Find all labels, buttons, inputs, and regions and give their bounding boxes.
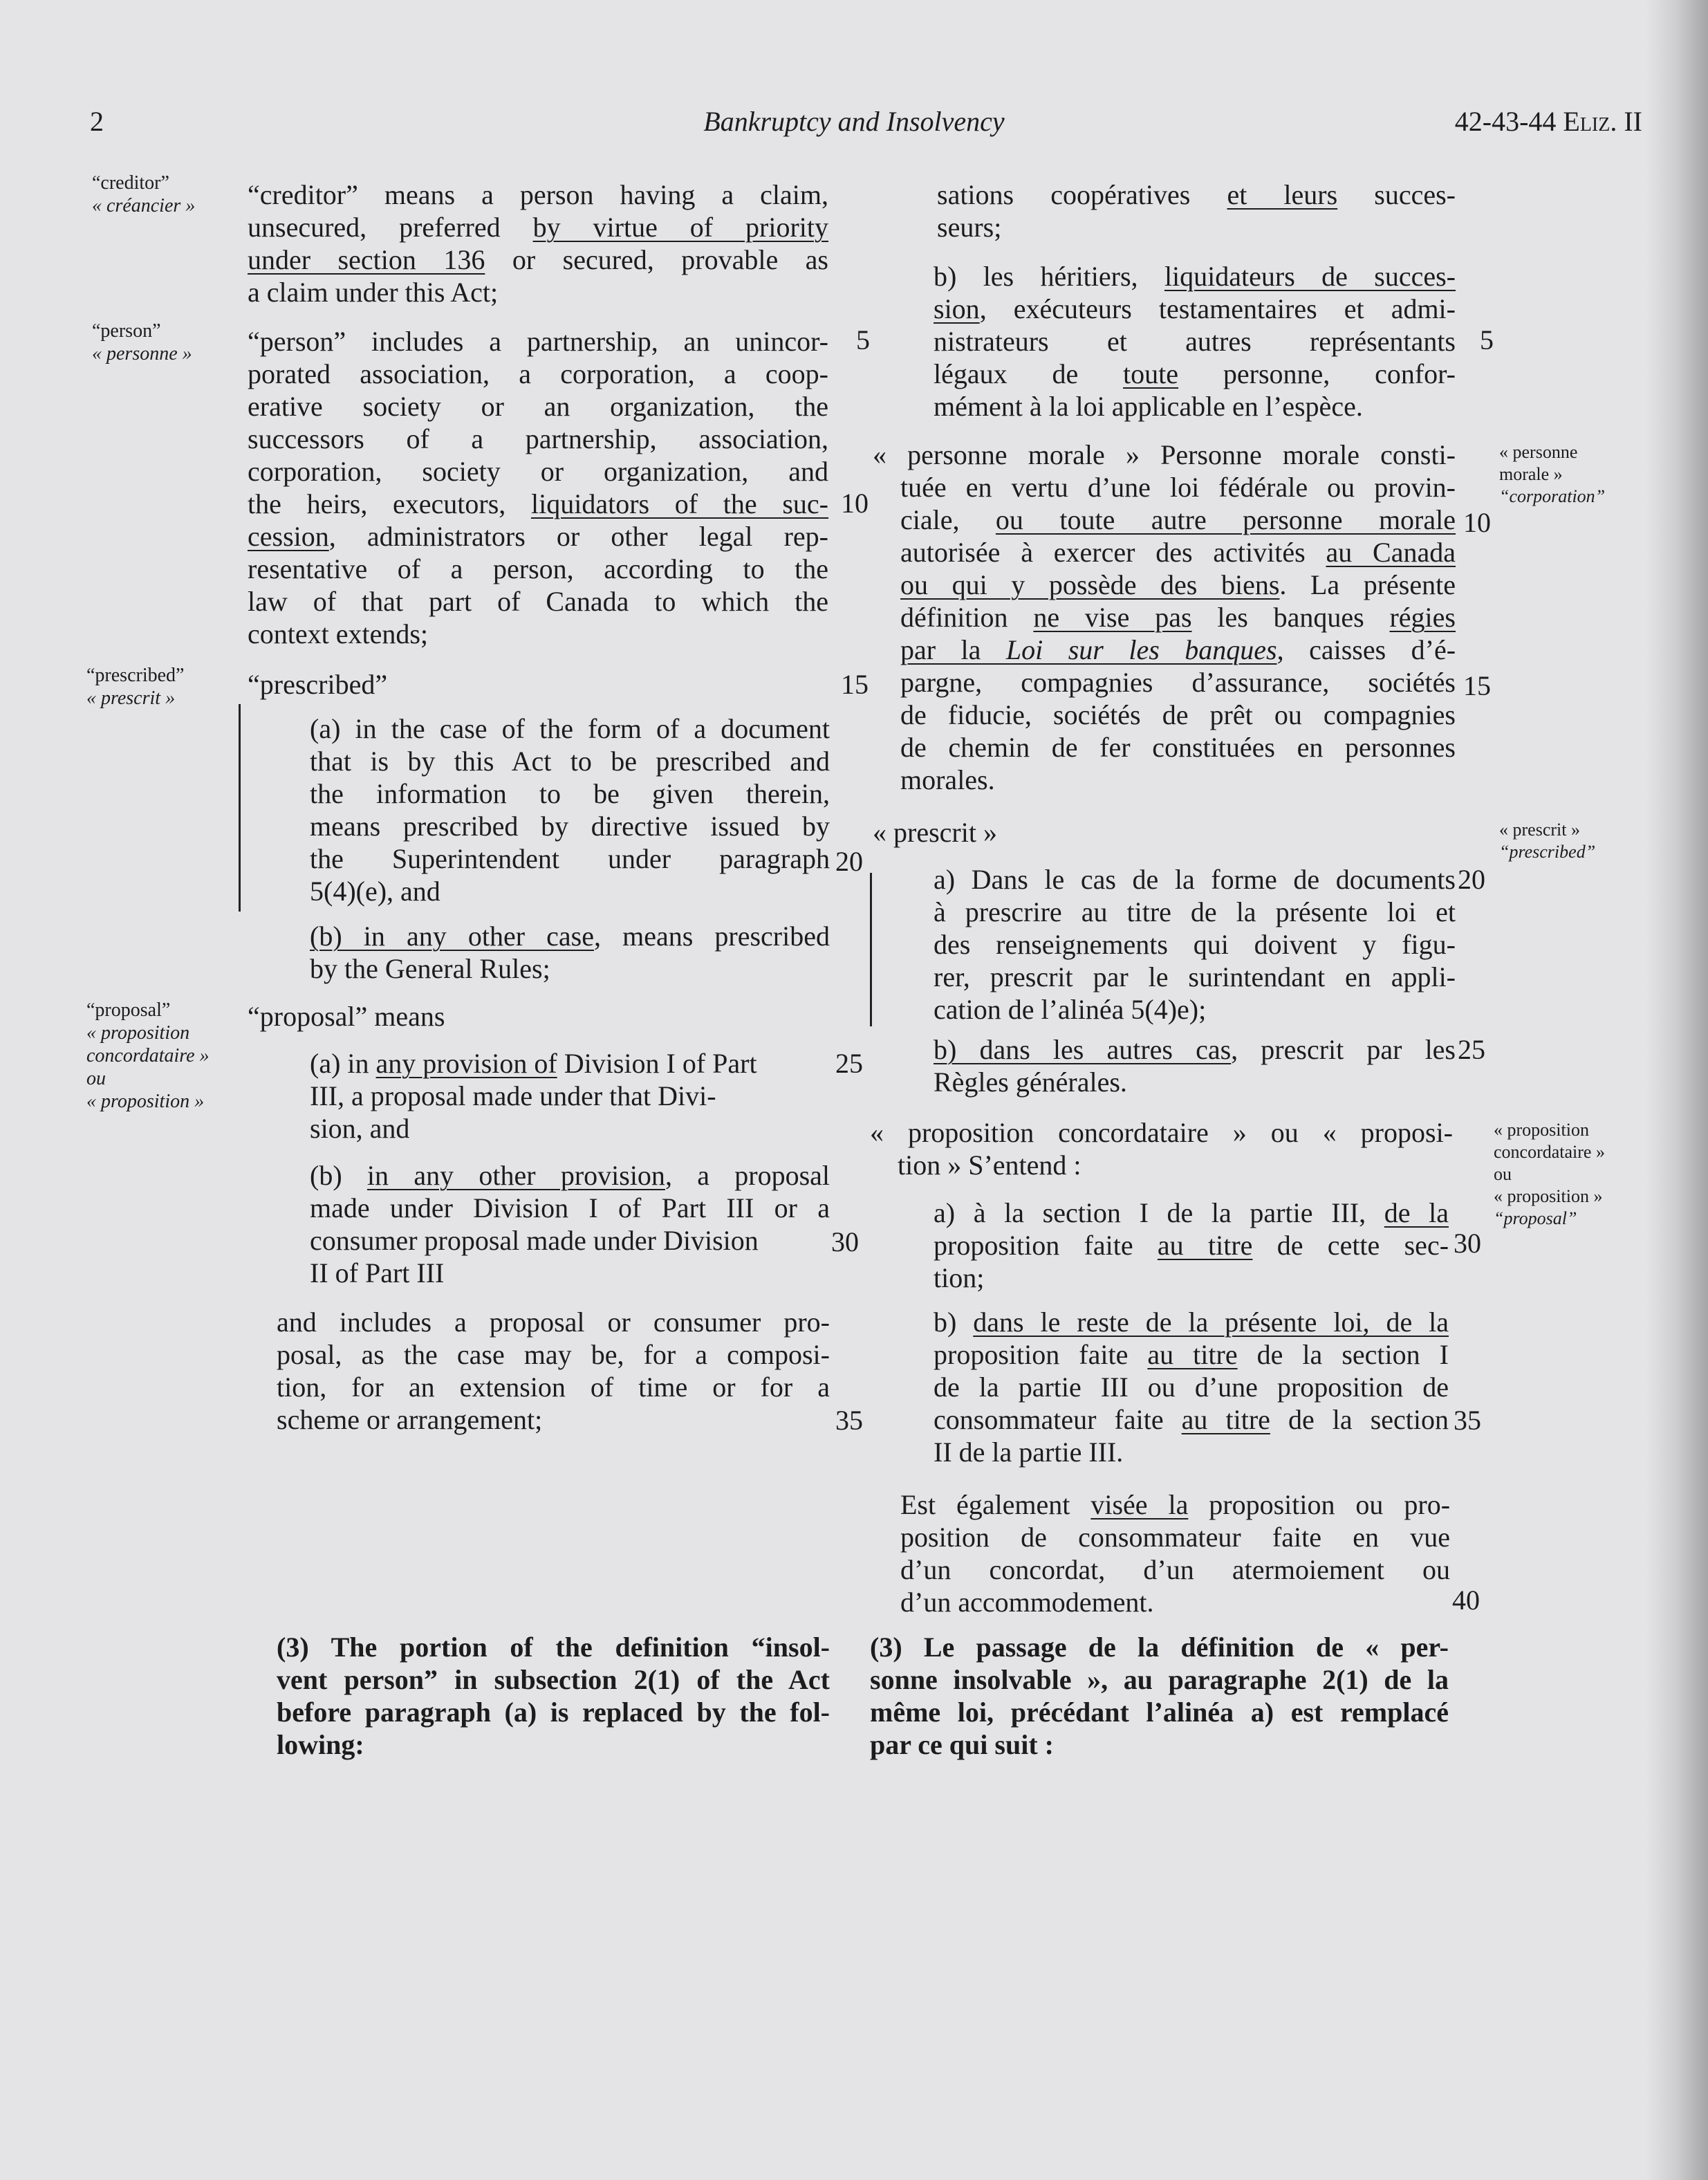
amendment-instruction-en: (3) The portion of the definition “insol- vent person” in subsection 2(1) of the Act before paragraph (a) is replaced by the fol- lowing:	[277, 1632, 830, 1760]
definition-proposal-a: (a) in any provision of Division I of Part III, a proposal made under that Divi- sion, and	[310, 1048, 757, 1144]
definition-creditor: “creditor” means a person having a claim, unsecured, preferred by virtue of priority under section 136 or secured, provable as a claim under this Act;	[248, 179, 829, 308]
definition-prescribed-b: (b) in any other case, means prescribed by the General Rules;	[310, 921, 830, 984]
margin-note-person: “person” « personne »	[92, 320, 192, 364]
margin-note-creditor: “creditor” « créancier »	[92, 172, 196, 216]
line-number: 5	[1480, 324, 1494, 355]
line-number: 15	[841, 669, 869, 700]
margin-note-proposal: “proposal” « proposition concordataire » ou « proposition »	[86, 999, 210, 1112]
line-number: 10	[841, 488, 869, 519]
line-number: 25	[835, 1048, 863, 1079]
margin-note-prescribed: “prescribed” « prescrit »	[86, 665, 185, 709]
line-number: 20	[1458, 864, 1485, 895]
amendment-instruction-fr: (3) Le passage de la définition de « per- sonne insolvable », au paragraphe 2(1) de la même loi, précédant l’alinéa a) est remplacé par ce qui suit :	[870, 1632, 1449, 1760]
definition-proposition-a: a) à la section I de la partie III, de la proposition faite au titre de cette sec- tion;	[934, 1197, 1449, 1293]
definition-person: “person” includes a partnership, an unincor- porated association, a corporation, a coop- erative society or an organization, the successors of a partnership, association, corporation, society or organization, and the heirs, executors, liquidators of the suc- cession, administrators or other legal rep- resentative of a person, according to the law of that part of Canada to which the context extends;	[248, 326, 829, 649]
french-paragraph-b: b) les héritiers, liquidateurs de succes- sion, exécuteurs testamentaires et admi- nistrateurs et autres représentants légaux de toute personne, confor- mément à la loi applicable en l’espèce.	[934, 261, 1456, 422]
line-number: 5	[856, 324, 870, 355]
margin-note-prescrit: « prescrit » “prescribed”	[1499, 820, 1596, 862]
line-number: 15	[1463, 670, 1491, 701]
page-edge-shadow	[1646, 0, 1708, 2180]
revision-bar	[870, 873, 872, 1026]
definition-proposal-tail: and includes a proposal or consumer pro- posal, as the case may be, for a composi- tion, for an extension of time or for a scheme or arrangement;	[277, 1306, 830, 1435]
line-number: 30	[1454, 1228, 1481, 1259]
definition-prescribed-a: (a) in the case of the form of a document that is by this Act to be prescribed and the information to be given therein, means prescribed by directive issued by the Superintendent under paragraph 5(4)(e), and	[310, 713, 830, 907]
line-number: 10	[1463, 507, 1491, 538]
definition-proposition-tail: Est également visée la proposition ou pro- position de consommateur faite en vue d’un concordat, d’un atermoiement ou d’un accommodement.	[900, 1489, 1451, 1618]
session-label: 42-43-44 Eliz. II	[1454, 106, 1642, 137]
definition-prescrit-a: a) Dans le cas de la forme de documents à prescrire au titre de la présente loi et des renseignements qui doivent y figu- rer, prescrit par le surintendant en appli- cation de l’alinéa 5(4)e);	[934, 864, 1456, 1025]
definition-proposition-b: b) dans le reste de la présente loi, de la proposition faite au titre de la section I de la partie III ou d’une proposition de consommateur faite au titre de la section II de la partie III.	[934, 1306, 1449, 1468]
french-continuation: sations coopératives et leurs succes- seurs;	[937, 179, 1456, 243]
margin-note-proposition: « proposition concordataire » ou « proposition » “proposal”	[1494, 1120, 1605, 1228]
definition-personne-morale: « personne morale » Personne morale consti- tuée en vertu d’une loi fédérale ou provin- ciale, ou toute autre personne morale autorisée à exercer des activités au Canada ou qui y possède des biens. La présente définition ne vise pas les banques régies par la Loi sur les banques, caisses d’é- pargne, compagnies d’assurance, sociétés de fiducie, sociétés de prêt ou compagnies de chemin de fer constituées en personnes morales.	[873, 439, 1456, 795]
definition-proposition: « proposition concordataire » ou « proposi- tion » S’entend :	[870, 1117, 1453, 1181]
line-number: 35	[1454, 1405, 1481, 1436]
definition-proposal-b: (b) in any other provision, a proposal made under Division I of Part III or a consumer proposal made under Division II of Part III	[310, 1160, 830, 1288]
definition-prescrit-b: b) dans les autres cas, prescrit par les Règles générales.	[934, 1034, 1456, 1098]
definition-prescrit-term: « prescrit »	[873, 817, 997, 848]
line-number: 25	[1458, 1034, 1485, 1065]
page-number: 2	[90, 106, 104, 137]
page-title: Bankruptcy and Insolvency	[703, 106, 1005, 137]
line-number: 20	[835, 846, 863, 877]
revision-bar	[239, 704, 241, 912]
line-number: 35	[835, 1405, 863, 1436]
definition-proposal-term: “proposal” means	[248, 1001, 445, 1032]
line-number: 40	[1452, 1585, 1480, 1616]
margin-note-personne-morale: « personne morale » “corporation”	[1499, 442, 1606, 506]
line-number: 30	[831, 1226, 859, 1257]
definition-prescribed-term: “prescribed”	[248, 669, 388, 700]
